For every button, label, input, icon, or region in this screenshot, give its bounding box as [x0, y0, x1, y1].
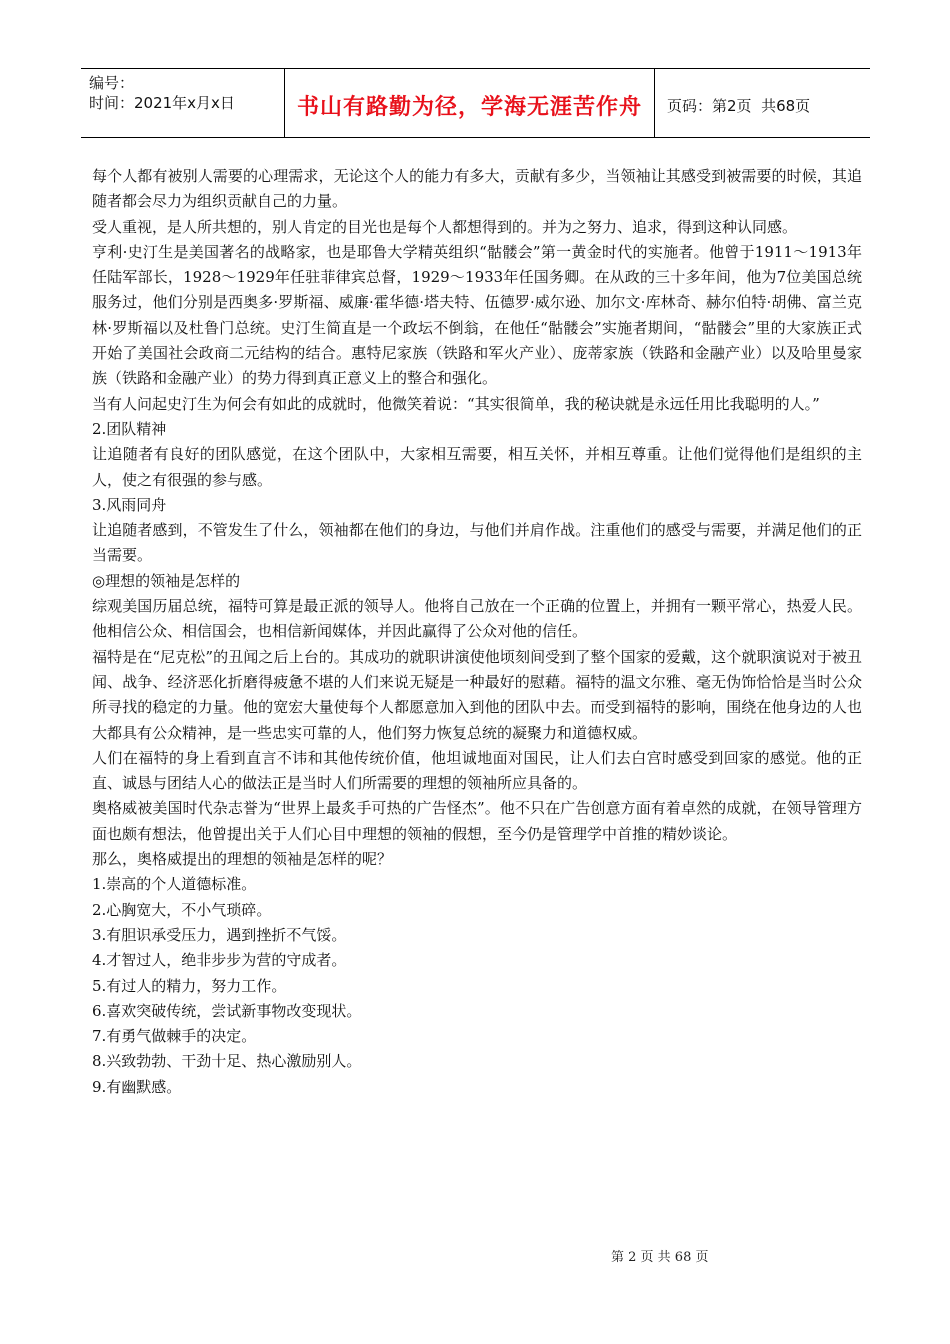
document-number-label: 编号：	[89, 74, 135, 92]
paragraph: 每个人都有被别人需要的心理需求，无论这个人的能力有多大，贡献有多少，当领袖让其感受到被需要的时候，其追随者都会尽力为组织贡献自己的力量。	[92, 167, 862, 211]
paragraph: 人们在福特的身上看到直言不讳和其他传统价值，他坦诚地面对国民，让人们去白宫时感受到回家的感觉。他的正直、诚恳与团结人心的做法正是当时人们所需要的理想的领袖所应具备的。	[92, 748, 862, 793]
list-item: 4.才智过人，绝非步步为营的守成者。	[92, 951, 347, 970]
header-page-label: 页码：第2页 共68页	[667, 96, 811, 115]
paragraph: 让追随者感到，不管发生了什么，领袖都在他们的身边，与他们并肩作战。注重他们的感受与需要，并满足他们的正当需要。	[92, 521, 862, 565]
section-heading: ◎理想的领袖是怎样的	[92, 571, 241, 590]
paragraph: 那么，奥格威提出的理想的领袖是怎样的呢？	[92, 850, 393, 869]
list-item: 6.喜欢突破传统，尝试新事物改变现状。	[92, 1001, 362, 1020]
section-heading: 3.风雨同舟	[92, 495, 167, 514]
paragraph: 奥格威被美国时代杂志誉为“世界上最炙手可热的广告怪杰”。他不只在广告创意方面有着卓然的成就，在领导管理方面也颇有想法，他曾提出关于人们心目中理想的领袖的假想，至今仍是管理学中首推的精妙谈论。	[92, 799, 862, 843]
list-item: 1.崇高的个人道德标准。	[92, 875, 257, 894]
document-body	[92, 164, 862, 1100]
header-page-info	[655, 69, 870, 137]
header-meta	[81, 69, 285, 137]
section-heading: 2.团队精神	[92, 419, 167, 438]
footer-page-number: 第 2 页 共 68 页	[611, 1250, 709, 1265]
paragraph: 受人重视，是人所共想的，别人肯定的目光也是每个人都想得到的。并为之努力、追求，得到这种认同感。	[92, 217, 798, 236]
document-date-label: 时间：2021年x月x日	[89, 94, 235, 112]
paragraph: 亨利·史汀生是美国著名的战略家，也是耶鲁大学精英组织“骷髅会”第一黄金时代的实施者。他曾于1911～1913年任陆军部长，1928～1929年任驻菲律宾总督，1929～1933年任国务卿。在从政的三十多年间，他为7位美国总统服务过，他们分别是西奥多·罗斯福、威廉·霍华德·塔夫特、伍德罗·威尔逊、加尔文·库林奇、赫尔伯特·胡佛、富兰克林·罗斯福以及杜鲁门总统。史汀生简直是一个政坛不倒翁，在他任“骷髅会”实施者期间，“骷髅会”里的大家族正式开始了美国社会政商二元结构的结合。惠特尼家族（铁路和军火产业）、庞蒂家族（铁路和金融产业）以及哈里曼家族（铁路和金融产业）的势力得到真正意义上的整合和强化。	[92, 242, 862, 388]
list-item: 3.有胆识承受压力，遇到挫折不气馁。	[92, 925, 347, 944]
page-header	[81, 68, 870, 138]
list-item: 8.兴致勃勃、干劲十足、热心激励别人。	[92, 1052, 362, 1071]
paragraph: 综观美国历届总统，福特可算是最正派的领导人。他将自己放在一个正确的位置上，并拥有一颗平常心，热爱人民。他相信公众、相信国会，也相信新闻媒体，并因此赢得了公众对他的信任。	[92, 597, 862, 641]
list-item: 9.有幽默感。	[92, 1077, 182, 1096]
list-item: 5.有过人的精力，努力工作。	[92, 976, 287, 995]
list-item: 7.有勇气做棘手的决定。	[92, 1027, 257, 1046]
paragraph: 当有人问起史汀生为何会有如此的成就时，他微笑着说：“其实很简单，我的秘诀就是永远任用比我聪明的人。”	[92, 394, 820, 413]
list-item: 2.心胸宽大，不小气琐碎。	[92, 900, 272, 919]
header-motto: 书山有路勤为径，学海无涯苦作舟	[285, 69, 655, 137]
paragraph: 福特是在“尼克松”的丑闻之后上台的。其成功的就职讲演使他顷刻间受到了整个国家的爱戴，这个就职演说对于被丑闻、战争、经济恶化折磨得疲惫不堪的人们来说无疑是一种最好的慰藉。福特的温文尔雅、毫无伪饰恰恰是当时公众所寻找的稳定的力量。他的宽宏大量使每个人都愿意加入到他的团队中去。而受到福特的影响，围绕在他身边的人也大都具有公众精神，是一些忠实可靠的人，他们努力恢复总统的凝聚力和道德权威。	[92, 647, 862, 742]
paragraph: 让追随者有良好的团队感觉，在这个团队中，大家相互需要，相互关怀，并相互尊重。让他们觉得他们是组织的主人，使之有很强的参与感。	[92, 445, 862, 489]
